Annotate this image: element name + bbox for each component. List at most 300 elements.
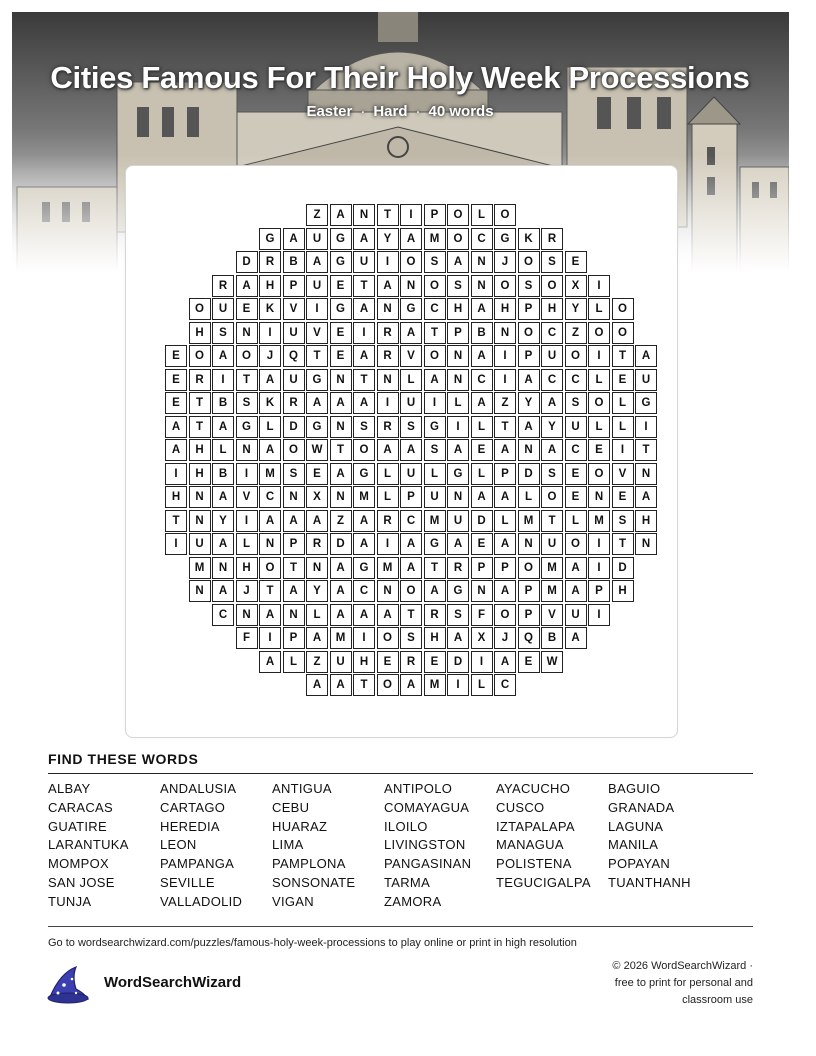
- grid-cell[interactable]: S: [236, 392, 258, 414]
- grid-cell[interactable]: G: [447, 463, 469, 485]
- grid-cell[interactable]: I: [612, 439, 634, 461]
- grid-cell[interactable]: A: [236, 275, 258, 297]
- grid-cell[interactable]: O: [588, 392, 610, 414]
- grid-cell[interactable]: C: [494, 674, 516, 696]
- grid-cell[interactable]: D: [518, 463, 540, 485]
- grid-cell[interactable]: H: [424, 627, 446, 649]
- grid-cell[interactable]: I: [588, 533, 610, 555]
- grid-cell[interactable]: A: [212, 580, 234, 602]
- grid-cell[interactable]: O: [189, 345, 211, 367]
- grid-cell[interactable]: U: [635, 369, 657, 391]
- grid-cell[interactable]: O: [494, 275, 516, 297]
- grid-cell[interactable]: P: [518, 345, 540, 367]
- grid-cell[interactable]: S: [424, 439, 446, 461]
- grid-cell[interactable]: H: [189, 439, 211, 461]
- grid-cell[interactable]: A: [353, 604, 375, 626]
- grid-cell[interactable]: H: [189, 322, 211, 344]
- grid-cell[interactable]: Y: [541, 416, 563, 438]
- grid-cell[interactable]: T: [612, 533, 634, 555]
- grid-cell[interactable]: A: [541, 439, 563, 461]
- grid-cell[interactable]: I: [494, 369, 516, 391]
- grid-cell[interactable]: U: [447, 510, 469, 532]
- grid-cell[interactable]: L: [400, 369, 422, 391]
- grid-cell[interactable]: G: [424, 533, 446, 555]
- grid-cell[interactable]: O: [541, 486, 563, 508]
- grid-cell[interactable]: H: [541, 298, 563, 320]
- grid-cell[interactable]: P: [518, 298, 540, 320]
- grid-cell[interactable]: T: [189, 416, 211, 438]
- grid-cell[interactable]: T: [189, 392, 211, 414]
- grid-cell[interactable]: I: [353, 627, 375, 649]
- grid-cell[interactable]: Q: [518, 627, 540, 649]
- grid-cell[interactable]: O: [424, 275, 446, 297]
- grid-cell[interactable]: N: [353, 204, 375, 226]
- grid-cell[interactable]: L: [283, 651, 305, 673]
- grid-cell[interactable]: H: [189, 463, 211, 485]
- grid-cell[interactable]: A: [212, 533, 234, 555]
- grid-cell[interactable]: T: [165, 510, 187, 532]
- grid-cell[interactable]: I: [377, 533, 399, 555]
- grid-cell[interactable]: L: [377, 486, 399, 508]
- grid-cell[interactable]: C: [471, 369, 493, 391]
- grid-cell[interactable]: U: [189, 533, 211, 555]
- grid-cell[interactable]: V: [541, 604, 563, 626]
- grid-cell[interactable]: N: [306, 557, 328, 579]
- grid-cell[interactable]: A: [518, 369, 540, 391]
- grid-cell[interactable]: B: [471, 322, 493, 344]
- grid-cell[interactable]: U: [212, 298, 234, 320]
- grid-cell[interactable]: S: [283, 463, 305, 485]
- grid-cell[interactable]: T: [283, 557, 305, 579]
- grid-cell[interactable]: A: [259, 510, 281, 532]
- grid-cell[interactable]: B: [283, 251, 305, 273]
- grid-cell[interactable]: C: [424, 298, 446, 320]
- grid-cell[interactable]: I: [377, 251, 399, 273]
- grid-cell[interactable]: S: [212, 322, 234, 344]
- grid-cell[interactable]: O: [400, 580, 422, 602]
- grid-cell[interactable]: O: [236, 345, 258, 367]
- grid-cell[interactable]: R: [400, 651, 422, 673]
- grid-cell[interactable]: E: [565, 486, 587, 508]
- grid-cell[interactable]: C: [565, 439, 587, 461]
- grid-cell[interactable]: L: [471, 674, 493, 696]
- grid-cell[interactable]: U: [306, 275, 328, 297]
- grid-cell[interactable]: A: [165, 416, 187, 438]
- grid-cell[interactable]: N: [447, 486, 469, 508]
- grid-cell[interactable]: A: [353, 228, 375, 250]
- grid-cell[interactable]: P: [494, 463, 516, 485]
- grid-cell[interactable]: T: [306, 345, 328, 367]
- grid-cell[interactable]: J: [259, 345, 281, 367]
- grid-cell[interactable]: L: [518, 486, 540, 508]
- grid-cell[interactable]: Q: [283, 345, 305, 367]
- grid-cell[interactable]: W: [306, 439, 328, 461]
- grid-cell[interactable]: V: [236, 486, 258, 508]
- grid-cell[interactable]: A: [447, 439, 469, 461]
- grid-cell[interactable]: A: [635, 486, 657, 508]
- grid-cell[interactable]: N: [189, 580, 211, 602]
- grid-cell[interactable]: O: [447, 204, 469, 226]
- grid-cell[interactable]: N: [377, 298, 399, 320]
- grid-cell[interactable]: U: [541, 533, 563, 555]
- grid-cell[interactable]: N: [471, 275, 493, 297]
- grid-cell[interactable]: V: [283, 298, 305, 320]
- grid-cell[interactable]: N: [518, 533, 540, 555]
- grid-cell[interactable]: N: [635, 533, 657, 555]
- grid-cell[interactable]: A: [494, 439, 516, 461]
- grid-cell[interactable]: V: [612, 463, 634, 485]
- grid-cell[interactable]: D: [471, 510, 493, 532]
- grid-cell[interactable]: L: [588, 369, 610, 391]
- grid-cell[interactable]: H: [259, 275, 281, 297]
- grid-cell[interactable]: A: [494, 651, 516, 673]
- grid-cell[interactable]: R: [259, 251, 281, 273]
- grid-cell[interactable]: L: [447, 392, 469, 414]
- grid-cell[interactable]: N: [635, 463, 657, 485]
- grid-cell[interactable]: W: [541, 651, 563, 673]
- grid-cell[interactable]: I: [588, 275, 610, 297]
- grid-cell[interactable]: T: [353, 369, 375, 391]
- grid-cell[interactable]: A: [330, 392, 352, 414]
- grid-cell[interactable]: L: [259, 416, 281, 438]
- grid-cell[interactable]: A: [447, 533, 469, 555]
- grid-cell[interactable]: A: [400, 228, 422, 250]
- grid-cell[interactable]: M: [518, 510, 540, 532]
- grid-cell[interactable]: O: [259, 557, 281, 579]
- grid-cell[interactable]: N: [494, 322, 516, 344]
- grid-cell[interactable]: L: [471, 463, 493, 485]
- grid-cell[interactable]: N: [471, 580, 493, 602]
- grid-cell[interactable]: H: [236, 557, 258, 579]
- grid-cell[interactable]: C: [353, 580, 375, 602]
- grid-cell[interactable]: A: [306, 674, 328, 696]
- grid-cell[interactable]: L: [212, 439, 234, 461]
- grid-cell[interactable]: A: [353, 533, 375, 555]
- grid-cell[interactable]: N: [212, 557, 234, 579]
- grid-cell[interactable]: O: [518, 251, 540, 273]
- grid-cell[interactable]: A: [424, 369, 446, 391]
- grid-cell[interactable]: R: [189, 369, 211, 391]
- grid-cell[interactable]: N: [283, 604, 305, 626]
- grid-cell[interactable]: U: [541, 345, 563, 367]
- grid-cell[interactable]: E: [165, 392, 187, 414]
- grid-cell[interactable]: E: [565, 251, 587, 273]
- grid-cell[interactable]: L: [494, 510, 516, 532]
- grid-cell[interactable]: O: [283, 439, 305, 461]
- grid-cell[interactable]: T: [424, 557, 446, 579]
- grid-cell[interactable]: L: [588, 298, 610, 320]
- grid-cell[interactable]: I: [494, 345, 516, 367]
- grid-cell[interactable]: A: [400, 557, 422, 579]
- grid-cell[interactable]: R: [447, 557, 469, 579]
- grid-cell[interactable]: T: [612, 345, 634, 367]
- grid-cell[interactable]: K: [259, 392, 281, 414]
- grid-cell[interactable]: A: [259, 651, 281, 673]
- grid-cell[interactable]: A: [565, 627, 587, 649]
- grid-cell[interactable]: E: [236, 298, 258, 320]
- grid-cell[interactable]: O: [518, 322, 540, 344]
- grid-cell[interactable]: P: [518, 604, 540, 626]
- grid-cell[interactable]: G: [400, 298, 422, 320]
- grid-cell[interactable]: K: [259, 298, 281, 320]
- grid-cell[interactable]: A: [400, 674, 422, 696]
- grid-cell[interactable]: I: [424, 392, 446, 414]
- grid-cell[interactable]: G: [494, 228, 516, 250]
- play-online-link[interactable]: Go to wordsearchwizard.com/puzzles/famous-holy-week-processions to play online or print in high resolution: [48, 937, 577, 949]
- grid-cell[interactable]: N: [283, 486, 305, 508]
- grid-cell[interactable]: O: [565, 533, 587, 555]
- grid-cell[interactable]: G: [635, 392, 657, 414]
- grid-cell[interactable]: X: [306, 486, 328, 508]
- grid-cell[interactable]: H: [635, 510, 657, 532]
- grid-cell[interactable]: S: [400, 416, 422, 438]
- grid-cell[interactable]: N: [189, 510, 211, 532]
- grid-cell[interactable]: R: [212, 275, 234, 297]
- grid-cell[interactable]: T: [353, 275, 375, 297]
- grid-cell[interactable]: R: [377, 322, 399, 344]
- grid-cell[interactable]: M: [424, 510, 446, 532]
- grid-cell[interactable]: P: [283, 275, 305, 297]
- grid-cell[interactable]: L: [612, 392, 634, 414]
- grid-cell[interactable]: I: [377, 392, 399, 414]
- grid-cell[interactable]: N: [377, 369, 399, 391]
- grid-cell[interactable]: J: [236, 580, 258, 602]
- grid-cell[interactable]: H: [612, 580, 634, 602]
- grid-cell[interactable]: N: [236, 322, 258, 344]
- grid-cell[interactable]: I: [353, 322, 375, 344]
- grid-cell[interactable]: G: [236, 416, 258, 438]
- grid-cell[interactable]: E: [424, 651, 446, 673]
- grid-cell[interactable]: K: [518, 228, 540, 250]
- grid-cell[interactable]: C: [212, 604, 234, 626]
- grid-cell[interactable]: D: [283, 416, 305, 438]
- grid-cell[interactable]: O: [541, 275, 563, 297]
- grid-cell[interactable]: P: [588, 580, 610, 602]
- grid-cell[interactable]: N: [447, 345, 469, 367]
- grid-cell[interactable]: A: [494, 580, 516, 602]
- grid-cell[interactable]: A: [353, 345, 375, 367]
- grid-cell[interactable]: A: [424, 580, 446, 602]
- grid-cell[interactable]: S: [447, 604, 469, 626]
- grid-cell[interactable]: B: [212, 463, 234, 485]
- grid-cell[interactable]: S: [612, 510, 634, 532]
- grid-cell[interactable]: A: [471, 392, 493, 414]
- grid-cell[interactable]: X: [565, 275, 587, 297]
- grid-cell[interactable]: N: [588, 486, 610, 508]
- grid-cell[interactable]: U: [565, 416, 587, 438]
- grid-cell[interactable]: D: [330, 533, 352, 555]
- grid-cell[interactable]: F: [236, 627, 258, 649]
- grid-cell[interactable]: N: [236, 604, 258, 626]
- grid-cell[interactable]: F: [471, 604, 493, 626]
- grid-cell[interactable]: Z: [306, 204, 328, 226]
- grid-cell[interactable]: A: [471, 486, 493, 508]
- grid-cell[interactable]: C: [259, 486, 281, 508]
- grid-cell[interactable]: S: [424, 251, 446, 273]
- grid-cell[interactable]: A: [330, 674, 352, 696]
- grid-cell[interactable]: O: [612, 322, 634, 344]
- grid-cell[interactable]: E: [377, 651, 399, 673]
- grid-cell[interactable]: A: [306, 251, 328, 273]
- grid-cell[interactable]: P: [424, 204, 446, 226]
- grid-cell[interactable]: A: [494, 533, 516, 555]
- grid-cell[interactable]: N: [259, 533, 281, 555]
- grid-cell[interactable]: E: [330, 275, 352, 297]
- grid-cell[interactable]: A: [212, 345, 234, 367]
- grid-cell[interactable]: P: [283, 533, 305, 555]
- grid-cell[interactable]: Y: [212, 510, 234, 532]
- grid-cell[interactable]: S: [541, 463, 563, 485]
- grid-cell[interactable]: B: [212, 392, 234, 414]
- grid-cell[interactable]: A: [471, 298, 493, 320]
- grid-cell[interactable]: E: [471, 439, 493, 461]
- grid-cell[interactable]: T: [377, 204, 399, 226]
- grid-cell[interactable]: E: [306, 463, 328, 485]
- grid-cell[interactable]: R: [424, 604, 446, 626]
- grid-cell[interactable]: E: [565, 463, 587, 485]
- grid-cell[interactable]: V: [306, 322, 328, 344]
- grid-cell[interactable]: A: [283, 510, 305, 532]
- grid-cell[interactable]: G: [306, 416, 328, 438]
- grid-cell[interactable]: E: [518, 651, 540, 673]
- grid-cell[interactable]: A: [494, 486, 516, 508]
- grid-cell[interactable]: I: [400, 204, 422, 226]
- grid-cell[interactable]: A: [212, 486, 234, 508]
- grid-cell[interactable]: A: [353, 510, 375, 532]
- grid-cell[interactable]: G: [330, 298, 352, 320]
- grid-cell[interactable]: X: [471, 627, 493, 649]
- grid-cell[interactable]: O: [494, 604, 516, 626]
- grid-cell[interactable]: E: [330, 322, 352, 344]
- grid-cell[interactable]: V: [400, 345, 422, 367]
- grid-cell[interactable]: R: [377, 510, 399, 532]
- grid-cell[interactable]: P: [518, 580, 540, 602]
- grid-cell[interactable]: M: [588, 510, 610, 532]
- grid-cell[interactable]: Z: [494, 392, 516, 414]
- grid-cell[interactable]: U: [424, 486, 446, 508]
- grid-cell[interactable]: O: [447, 228, 469, 250]
- grid-cell[interactable]: A: [447, 627, 469, 649]
- grid-cell[interactable]: L: [424, 463, 446, 485]
- grid-cell[interactable]: O: [612, 298, 634, 320]
- grid-cell[interactable]: J: [494, 251, 516, 273]
- grid-cell[interactable]: L: [471, 416, 493, 438]
- grid-cell[interactable]: H: [447, 298, 469, 320]
- grid-cell[interactable]: A: [400, 533, 422, 555]
- grid-cell[interactable]: T: [541, 510, 563, 532]
- grid-cell[interactable]: I: [259, 322, 281, 344]
- grid-cell[interactable]: P: [400, 486, 422, 508]
- grid-cell[interactable]: I: [165, 533, 187, 555]
- grid-cell[interactable]: I: [165, 463, 187, 485]
- grid-cell[interactable]: C: [541, 322, 563, 344]
- grid-cell[interactable]: T: [259, 580, 281, 602]
- grid-cell[interactable]: A: [377, 604, 399, 626]
- grid-cell[interactable]: O: [377, 627, 399, 649]
- grid-cell[interactable]: P: [447, 322, 469, 344]
- grid-cell[interactable]: R: [306, 533, 328, 555]
- grid-cell[interactable]: R: [541, 228, 563, 250]
- grid-cell[interactable]: R: [377, 345, 399, 367]
- grid-cell[interactable]: J: [494, 627, 516, 649]
- grid-cell[interactable]: I: [236, 510, 258, 532]
- grid-cell[interactable]: A: [330, 557, 352, 579]
- grid-cell[interactable]: G: [330, 251, 352, 273]
- grid-cell[interactable]: S: [518, 275, 540, 297]
- grid-cell[interactable]: A: [306, 392, 328, 414]
- grid-cell[interactable]: T: [236, 369, 258, 391]
- grid-cell[interactable]: S: [447, 275, 469, 297]
- grid-cell[interactable]: O: [588, 463, 610, 485]
- grid-cell[interactable]: I: [588, 345, 610, 367]
- grid-cell[interactable]: Y: [518, 392, 540, 414]
- grid-cell[interactable]: U: [330, 651, 352, 673]
- grid-cell[interactable]: A: [447, 251, 469, 273]
- grid-cell[interactable]: N: [236, 439, 258, 461]
- grid-cell[interactable]: A: [259, 604, 281, 626]
- grid-cell[interactable]: N: [400, 275, 422, 297]
- grid-cell[interactable]: I: [588, 557, 610, 579]
- grid-cell[interactable]: A: [541, 392, 563, 414]
- grid-cell[interactable]: T: [635, 439, 657, 461]
- grid-cell[interactable]: D: [236, 251, 258, 273]
- grid-cell[interactable]: A: [212, 416, 234, 438]
- grid-cell[interactable]: A: [353, 392, 375, 414]
- grid-cell[interactable]: N: [189, 486, 211, 508]
- grid-cell[interactable]: I: [236, 463, 258, 485]
- grid-cell[interactable]: T: [424, 322, 446, 344]
- grid-cell[interactable]: P: [494, 557, 516, 579]
- grid-cell[interactable]: H: [165, 486, 187, 508]
- grid-cell[interactable]: A: [377, 439, 399, 461]
- grid-cell[interactable]: Y: [565, 298, 587, 320]
- grid-cell[interactable]: C: [471, 228, 493, 250]
- grid-cell[interactable]: R: [377, 416, 399, 438]
- grid-cell[interactable]: N: [471, 251, 493, 273]
- grid-cell[interactable]: A: [518, 416, 540, 438]
- grid-cell[interactable]: M: [541, 557, 563, 579]
- grid-cell[interactable]: A: [353, 298, 375, 320]
- grid-cell[interactable]: O: [189, 298, 211, 320]
- grid-cell[interactable]: A: [165, 439, 187, 461]
- grid-cell[interactable]: M: [377, 557, 399, 579]
- grid-cell[interactable]: C: [541, 369, 563, 391]
- grid-cell[interactable]: O: [518, 557, 540, 579]
- grid-cell[interactable]: Z: [306, 651, 328, 673]
- grid-cell[interactable]: A: [330, 463, 352, 485]
- grid-cell[interactable]: T: [353, 674, 375, 696]
- grid-cell[interactable]: M: [330, 627, 352, 649]
- grid-cell[interactable]: L: [471, 204, 493, 226]
- grid-cell[interactable]: L: [306, 604, 328, 626]
- grid-cell[interactable]: A: [377, 275, 399, 297]
- grid-cell[interactable]: M: [541, 580, 563, 602]
- grid-cell[interactable]: A: [259, 439, 281, 461]
- grid-cell[interactable]: G: [424, 416, 446, 438]
- grid-cell[interactable]: G: [353, 463, 375, 485]
- grid-cell[interactable]: U: [283, 322, 305, 344]
- grid-cell[interactable]: A: [259, 369, 281, 391]
- grid-cell[interactable]: M: [424, 228, 446, 250]
- grid-cell[interactable]: A: [400, 439, 422, 461]
- grid-cell[interactable]: H: [353, 651, 375, 673]
- grid-cell[interactable]: A: [306, 510, 328, 532]
- grid-cell[interactable]: L: [565, 510, 587, 532]
- grid-cell[interactable]: U: [353, 251, 375, 273]
- grid-cell[interactable]: A: [565, 557, 587, 579]
- grid-cell[interactable]: H: [494, 298, 516, 320]
- grid-cell[interactable]: I: [635, 416, 657, 438]
